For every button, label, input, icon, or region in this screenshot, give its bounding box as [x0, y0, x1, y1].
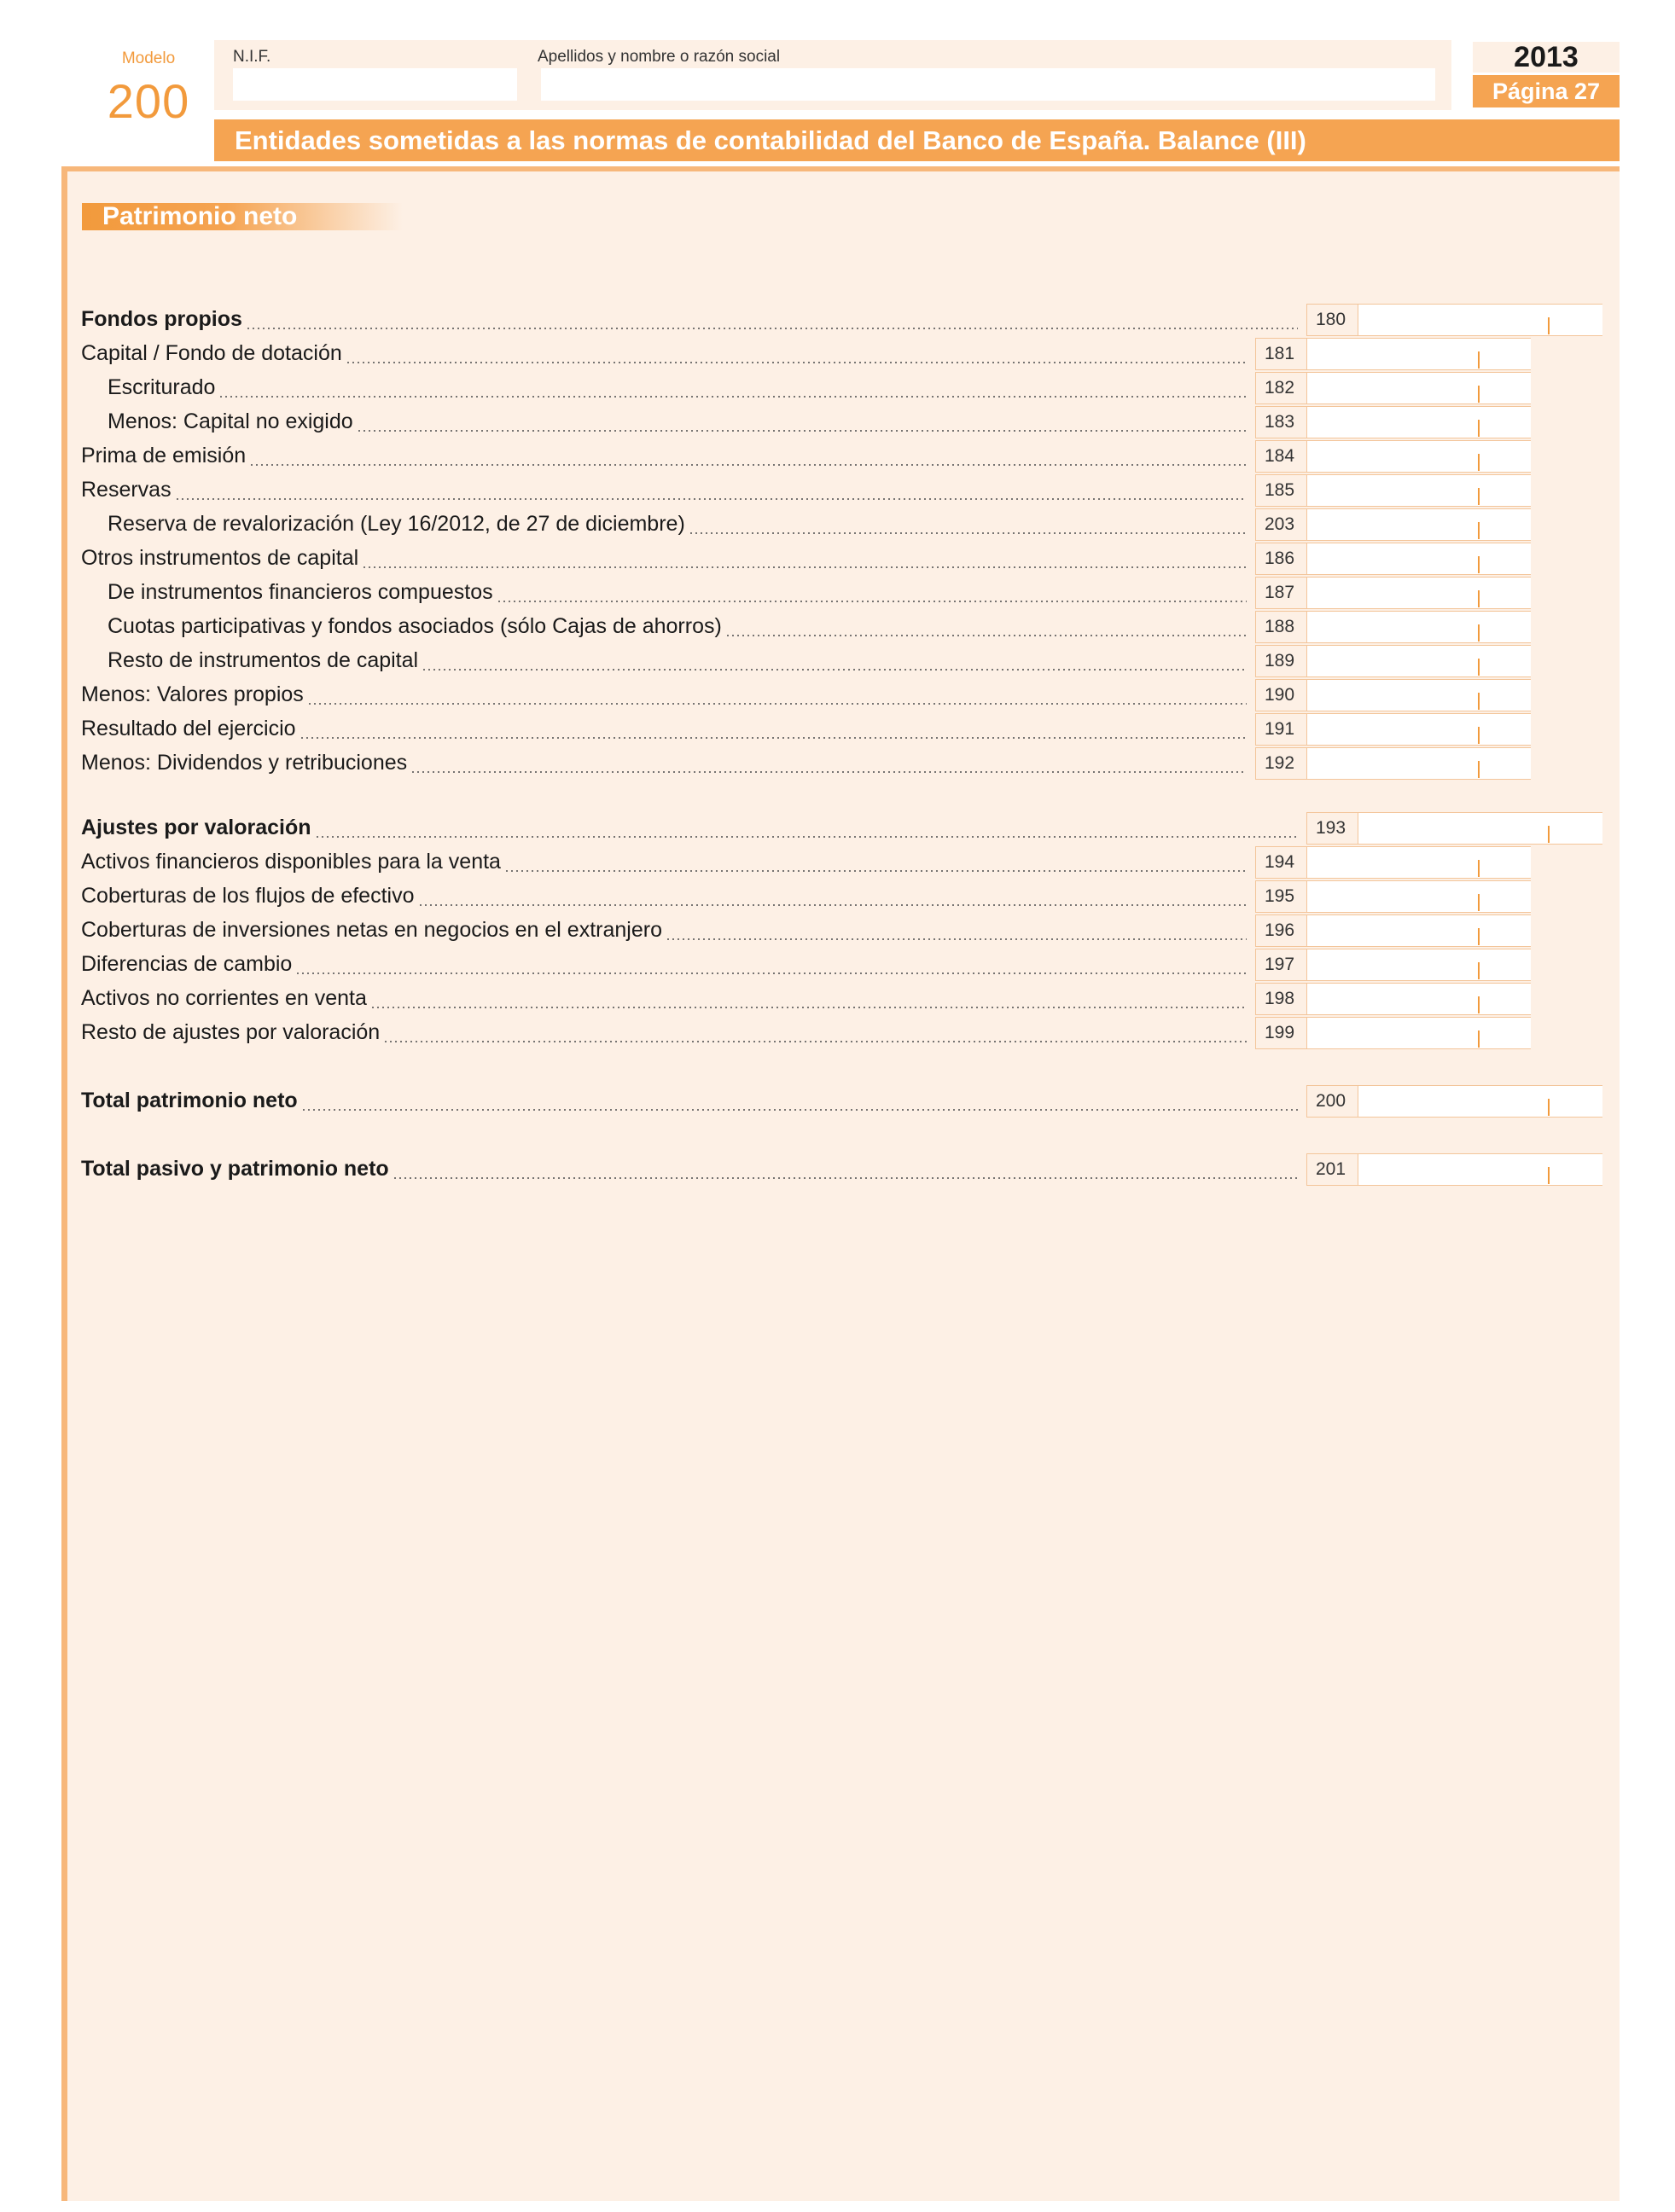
amount-field[interactable]	[1307, 880, 1531, 913]
modelo-label: Modelo	[121, 49, 176, 67]
field-code: 181	[1255, 338, 1307, 370]
row-label: De instrumentos financieros compuestos	[108, 580, 493, 604]
table-row	[0, 611, 1675, 645]
row-label: Resultado del ejercicio	[81, 717, 296, 740]
decimal-separator-mark	[1548, 1099, 1550, 1116]
table-row	[0, 880, 1675, 914]
year-badge: 2013	[1473, 42, 1620, 73]
row-label: Resto de ajustes por valoración	[81, 1020, 381, 1044]
decimal-separator-mark	[1548, 317, 1550, 334]
amount-field[interactable]	[1307, 577, 1531, 609]
decimal-separator-mark	[1478, 761, 1480, 778]
field-code: 200	[1306, 1085, 1358, 1118]
field-code: 203	[1255, 508, 1307, 541]
table-row	[0, 747, 1675, 781]
decimal-separator-mark	[1478, 351, 1480, 369]
amount-field[interactable]	[1358, 812, 1602, 845]
name-field[interactable]	[541, 68, 1435, 101]
field-code: 182	[1255, 372, 1307, 404]
row-label: Fondos propios	[81, 307, 242, 331]
decimal-separator-mark	[1478, 727, 1480, 744]
dot-leader	[295, 972, 1247, 974]
amount-field[interactable]	[1307, 645, 1531, 677]
field-code: 183	[1255, 406, 1307, 438]
field-code: 195	[1255, 880, 1307, 913]
field-code: 185	[1255, 474, 1307, 507]
table-row	[0, 949, 1675, 983]
dot-leader	[689, 532, 1247, 534]
table-row	[0, 474, 1675, 508]
table-row	[0, 406, 1675, 440]
dot-leader	[362, 566, 1247, 568]
name-label: Apellidos y nombre o razón social	[538, 48, 781, 66]
amount-field[interactable]	[1307, 983, 1531, 1015]
field-code: 199	[1255, 1017, 1307, 1049]
table-row	[0, 577, 1675, 611]
row-label: Coberturas de los flujos de efectivo	[81, 884, 415, 908]
row-label: Cuotas participativas y fondos asociados (sólo Cajas de ahorros)	[108, 614, 722, 638]
dot-leader	[497, 601, 1247, 602]
field-code: 193	[1306, 812, 1358, 845]
field-code: 201	[1306, 1153, 1358, 1186]
dot-leader	[370, 1007, 1247, 1008]
dot-leader	[357, 430, 1247, 432]
decimal-separator-mark	[1478, 962, 1480, 979]
decimal-separator-mark	[1478, 693, 1480, 710]
table-row	[0, 508, 1675, 543]
amount-field[interactable]	[1307, 372, 1531, 404]
amount-field[interactable]	[1307, 914, 1531, 947]
amount-field[interactable]	[1307, 440, 1531, 473]
amount-field[interactable]	[1307, 679, 1531, 711]
table-row	[0, 1085, 1675, 1119]
decimal-separator-mark	[1478, 928, 1480, 945]
dot-leader	[300, 737, 1247, 739]
amount-field[interactable]	[1307, 338, 1531, 370]
dot-leader	[393, 1177, 1298, 1179]
field-code: 190	[1255, 679, 1307, 711]
table-row	[0, 338, 1675, 372]
table-row	[0, 846, 1675, 880]
decimal-separator-mark	[1478, 624, 1480, 642]
dot-leader	[410, 771, 1247, 773]
amount-field[interactable]	[1358, 1085, 1602, 1118]
dot-leader	[315, 836, 1298, 838]
decimal-separator-mark	[1548, 826, 1550, 843]
dot-leader	[422, 669, 1247, 671]
dot-leader	[504, 870, 1247, 872]
row-label: Prima de emisión	[81, 444, 247, 467]
field-code: 198	[1255, 983, 1307, 1015]
row-label: Reserva de revalorización (Ley 16/2012, de 27 de diciembre)	[108, 512, 685, 536]
dot-leader	[418, 904, 1247, 906]
table-row	[0, 304, 1675, 338]
decimal-separator-mark	[1478, 894, 1480, 911]
amount-field[interactable]	[1307, 1017, 1531, 1049]
field-code: 196	[1255, 914, 1307, 947]
table-row	[0, 1153, 1675, 1187]
row-label: Otros instrumentos de capital	[81, 546, 359, 570]
dot-leader	[666, 938, 1247, 940]
nif-field[interactable]	[233, 68, 517, 101]
row-label: Escriturado	[108, 375, 216, 399]
table-row	[0, 543, 1675, 577]
row-label: Capital / Fondo de dotación	[81, 341, 342, 365]
field-code: 184	[1255, 440, 1307, 473]
dot-leader	[218, 396, 1247, 398]
field-code: 187	[1255, 577, 1307, 609]
amount-field[interactable]	[1307, 406, 1531, 438]
row-label: Ajustes por valoración	[81, 816, 311, 839]
dot-leader	[725, 635, 1247, 636]
dot-leader	[383, 1041, 1247, 1042]
row-label: Diferencias de cambio	[81, 952, 293, 976]
row-label: Resto de instrumentos de capital	[108, 648, 419, 672]
amount-field[interactable]	[1358, 1153, 1602, 1186]
table-row	[0, 1017, 1675, 1051]
decimal-separator-mark	[1478, 1031, 1480, 1048]
amount-field[interactable]	[1307, 508, 1531, 541]
table-row	[0, 812, 1675, 846]
decimal-separator-mark	[1478, 996, 1480, 1013]
table-row	[0, 914, 1675, 949]
decimal-separator-mark	[1478, 488, 1480, 505]
amount-field[interactable]	[1358, 304, 1602, 336]
table-row	[0, 983, 1675, 1017]
row-label: Menos: Valores propios	[81, 682, 304, 706]
decimal-separator-mark	[1478, 386, 1480, 403]
page-title: Entidades sometidas a las normas de contabilidad del Banco de España. Balance (III)	[214, 119, 1620, 161]
amount-field[interactable]	[1307, 474, 1531, 507]
dot-leader	[175, 498, 1247, 500]
dot-leader	[346, 362, 1247, 363]
decimal-separator-mark	[1478, 454, 1480, 471]
row-label: Total pasivo y patrimonio neto	[81, 1157, 389, 1181]
row-label: Menos: Capital no exigido	[108, 409, 353, 433]
row-label: Menos: Dividendos y retribuciones	[81, 751, 408, 775]
amount-field[interactable]	[1307, 846, 1531, 879]
field-code: 194	[1255, 846, 1307, 879]
decimal-separator-mark	[1478, 420, 1480, 437]
amount-field[interactable]	[1307, 543, 1531, 575]
row-label: Reservas	[81, 478, 172, 502]
amount-field[interactable]	[1307, 713, 1531, 746]
row-label: Coberturas de inversiones netas en negocios en el extranjero	[81, 918, 662, 942]
table-row	[0, 440, 1675, 474]
row-label: Activos financieros disponibles para la venta	[81, 850, 501, 874]
decimal-separator-mark	[1478, 556, 1480, 573]
section-title: Patrimonio neto	[82, 203, 403, 230]
field-code: 189	[1255, 645, 1307, 677]
page-badge: Página 27	[1473, 75, 1620, 107]
amount-field[interactable]	[1307, 611, 1531, 643]
dot-leader	[246, 328, 1298, 329]
row-label: Total patrimonio neto	[81, 1089, 298, 1112]
amount-field[interactable]	[1307, 949, 1531, 981]
modelo-number: 200	[107, 74, 190, 128]
table-row	[0, 645, 1675, 679]
table-row	[0, 372, 1675, 406]
dot-leader	[249, 464, 1247, 466]
field-code: 191	[1255, 713, 1307, 746]
field-code: 180	[1306, 304, 1358, 336]
decimal-separator-mark	[1478, 522, 1480, 539]
field-code: 186	[1255, 543, 1307, 575]
dot-leader	[307, 703, 1247, 705]
table-row	[0, 713, 1675, 747]
table-row	[0, 679, 1675, 713]
decimal-separator-mark	[1478, 860, 1480, 877]
field-code: 188	[1255, 611, 1307, 643]
field-code: 192	[1255, 747, 1307, 780]
nif-label: N.I.F.	[233, 48, 271, 66]
amount-field[interactable]	[1307, 747, 1531, 780]
dot-leader	[301, 1109, 1298, 1111]
decimal-separator-mark	[1478, 659, 1480, 676]
field-code: 197	[1255, 949, 1307, 981]
decimal-separator-mark	[1548, 1167, 1550, 1184]
decimal-separator-mark	[1478, 590, 1480, 607]
row-label: Activos no corrientes en venta	[81, 986, 367, 1010]
